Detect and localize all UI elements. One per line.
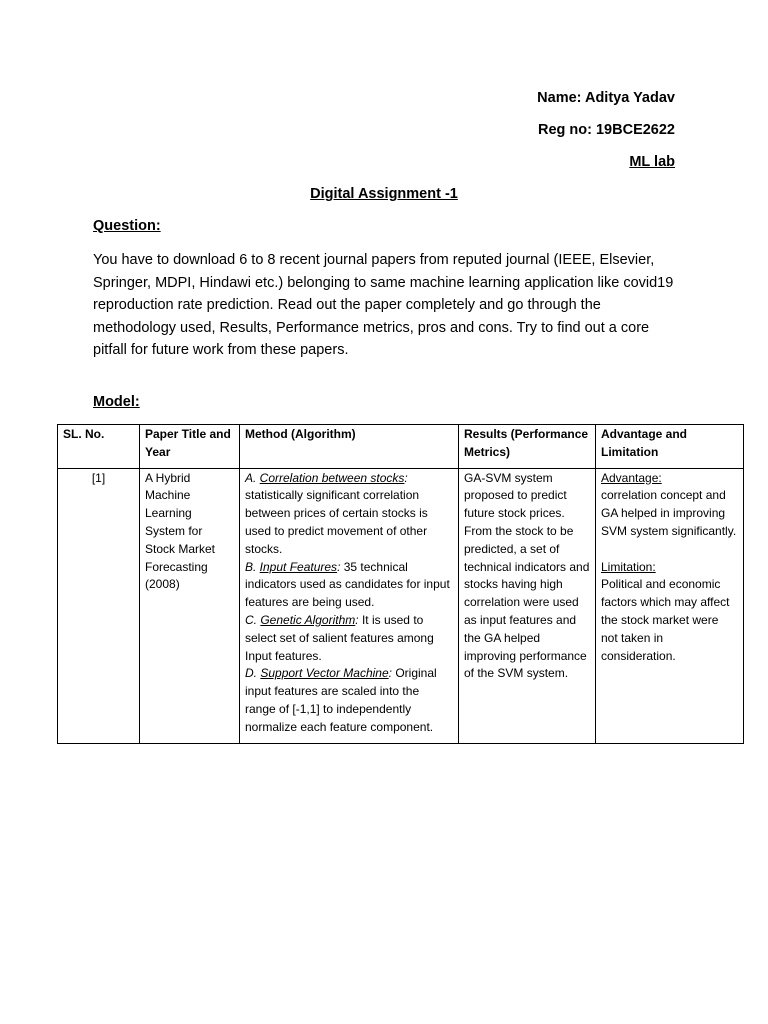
results-cell: GA-SVM system proposed to predict future stock prices. From the stock to be predicted, a set of technical indicators and stocks having high correlation were used as input features and the GA helped improving performance of the SVM system. bbox=[459, 468, 596, 743]
limitation-text: Political and economic factors which may affect the stock market were not taken in consideration. bbox=[601, 577, 730, 663]
advantage-label: Advantage: bbox=[601, 470, 662, 485]
table-header-row bbox=[58, 425, 744, 469]
assignment-title: Digital Assignment -1 bbox=[310, 186, 458, 202]
student-name: Name: Aditya Yadav bbox=[537, 90, 675, 106]
model-heading: Model: bbox=[93, 394, 140, 410]
column-header-advantage-limitation: Advantage and Limitation bbox=[596, 425, 744, 469]
registration-number: Reg no: 19BCE2622 bbox=[538, 122, 675, 138]
limitation-label: Limitation: bbox=[601, 559, 656, 574]
method-term: Support Vector Machine bbox=[260, 666, 389, 681]
method-item: C. Genetic Algorithm: It is used to select set of salient features among Input features. bbox=[245, 612, 434, 663]
advantage-text: correlation concept and GA helped in improving SVM system significantly. bbox=[601, 488, 737, 538]
method-item: D. Support Vector Machine: Original input features are scaled into the range of [-1,1] to independently normalize each feature component. bbox=[245, 666, 437, 734]
advantage-limitation-cell bbox=[596, 468, 744, 743]
method-cell bbox=[240, 468, 459, 743]
paper-title-cell: A Hybrid Machine Learning System for Stock Market Forecasting (2008) bbox=[140, 468, 240, 743]
method-item: A. Correlation between stocks: statistically significant correlation between prices of certain stocks is used to predict movement of other stocks. bbox=[245, 470, 428, 556]
column-header-method: Method (Algorithm) bbox=[240, 425, 459, 469]
method-item: B. Input Features: 35 technical indicators used as candidates for input features are being used. bbox=[245, 559, 450, 610]
column-header-results: Results (Performance Metrics) bbox=[459, 425, 596, 469]
column-header-sl-no: SL. No. bbox=[58, 425, 140, 469]
question-text: You have to download 6 to 8 recent journal papers from reputed journal (IEEE, Elsevier, Springer, MDPI, Hindawi etc.) belonging to same machine learning application like covid19 reproduction rate prediction. Read out the paper completely and go through the methodology used, Results, Performance metrics, pros and cons. Try to find out a core pitfall for future work from these papers. bbox=[93, 252, 674, 358]
method-term: Genetic Algorithm bbox=[260, 612, 356, 627]
method-term: Correlation between stocks bbox=[259, 470, 405, 485]
question-heading: Question: bbox=[93, 218, 161, 234]
literature-table bbox=[57, 424, 744, 744]
cell-spacer bbox=[601, 541, 738, 559]
column-header-paper-title: Paper Title and Year bbox=[140, 425, 240, 469]
table-row bbox=[58, 468, 744, 743]
method-term: Input Features bbox=[259, 559, 338, 574]
course-name: ML lab bbox=[629, 154, 675, 170]
sl-number-cell: [1] bbox=[58, 468, 140, 743]
